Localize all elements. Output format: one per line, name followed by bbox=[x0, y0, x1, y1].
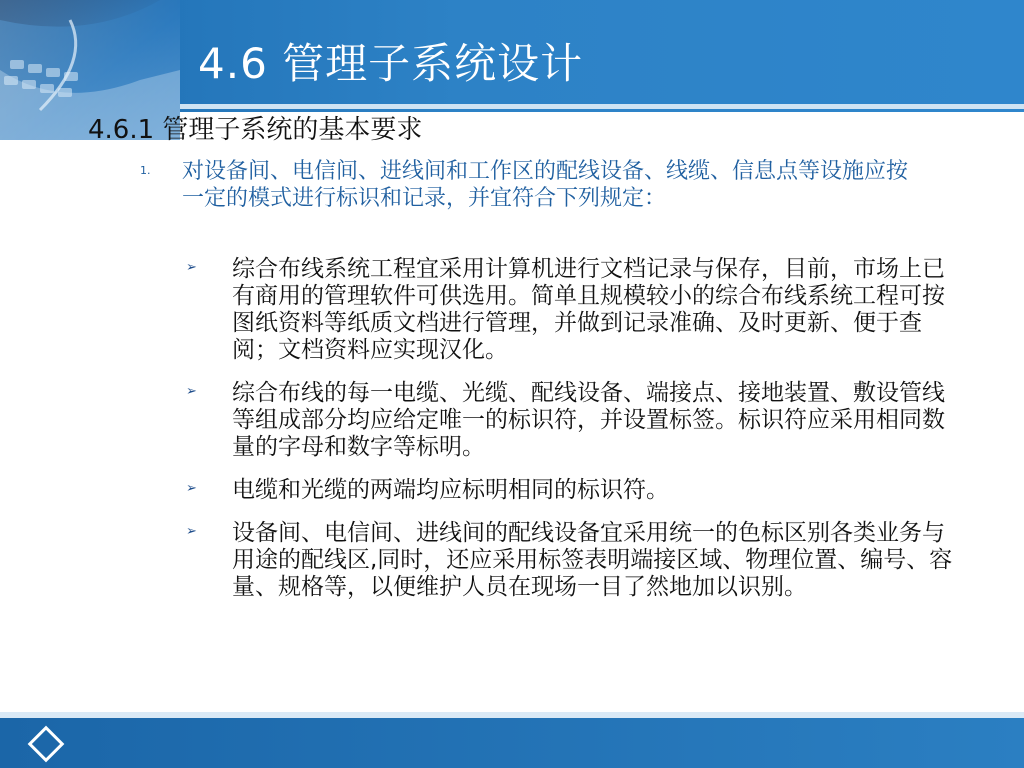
arrow-bullet-icon: ➢ bbox=[186, 260, 197, 275]
list-item bbox=[186, 477, 956, 504]
section-subtitle: 4.6.1 管理子系统的基本要求 bbox=[88, 115, 423, 145]
list-item bbox=[186, 256, 956, 364]
slide-title: 4.6 管理子系统设计 bbox=[198, 39, 584, 88]
arrow-bullet-icon: ➢ bbox=[186, 481, 197, 496]
bullet-list bbox=[186, 256, 956, 617]
numbered-item-text: 对设备间、电信间、进线间和工作区的配线设备、线缆、信息点等设施应按一定的模式进行标识和记录，并宜符合下列规定： bbox=[182, 159, 909, 211]
bullet-text: 综合布线的每一电缆、光缆、配线设备、端接点、接地装置、敷设管线等组成部分均应给定唯一的标识符，并设置标签。标识符应采用相同数量的字母和数字等标明。 bbox=[232, 380, 945, 460]
footer-band bbox=[0, 718, 1024, 768]
bullet-text: 设备间、电信间、进线间的配线设备宜采用统一的色标区别各类业务与用途的配线区,同时，还应采用标签表明端接区域、物理位置、编号、容量、规格等，以便维护人员在现场一目了然地加以识别。 bbox=[232, 520, 953, 600]
list-item bbox=[186, 380, 956, 461]
bullet-text: 综合布线系统工程宜采用计算机进行文档记录与保存，目前，市场上已有商用的管理软件可供选用。简单且规模较小的综合布线系统工程可按图纸资料等纸质文档进行管理，并做到记录准确、及时更新、便于查阅；文档资料应实现汉化。 bbox=[232, 256, 945, 363]
arrow-bullet-icon: ➢ bbox=[186, 524, 197, 539]
list-item bbox=[186, 520, 956, 601]
bullet-text: 电缆和光缆的两端均应标明相同的标识符。 bbox=[232, 477, 669, 503]
arrow-bullet-icon: ➢ bbox=[186, 384, 197, 399]
numbered-marker: 1. bbox=[140, 164, 151, 177]
